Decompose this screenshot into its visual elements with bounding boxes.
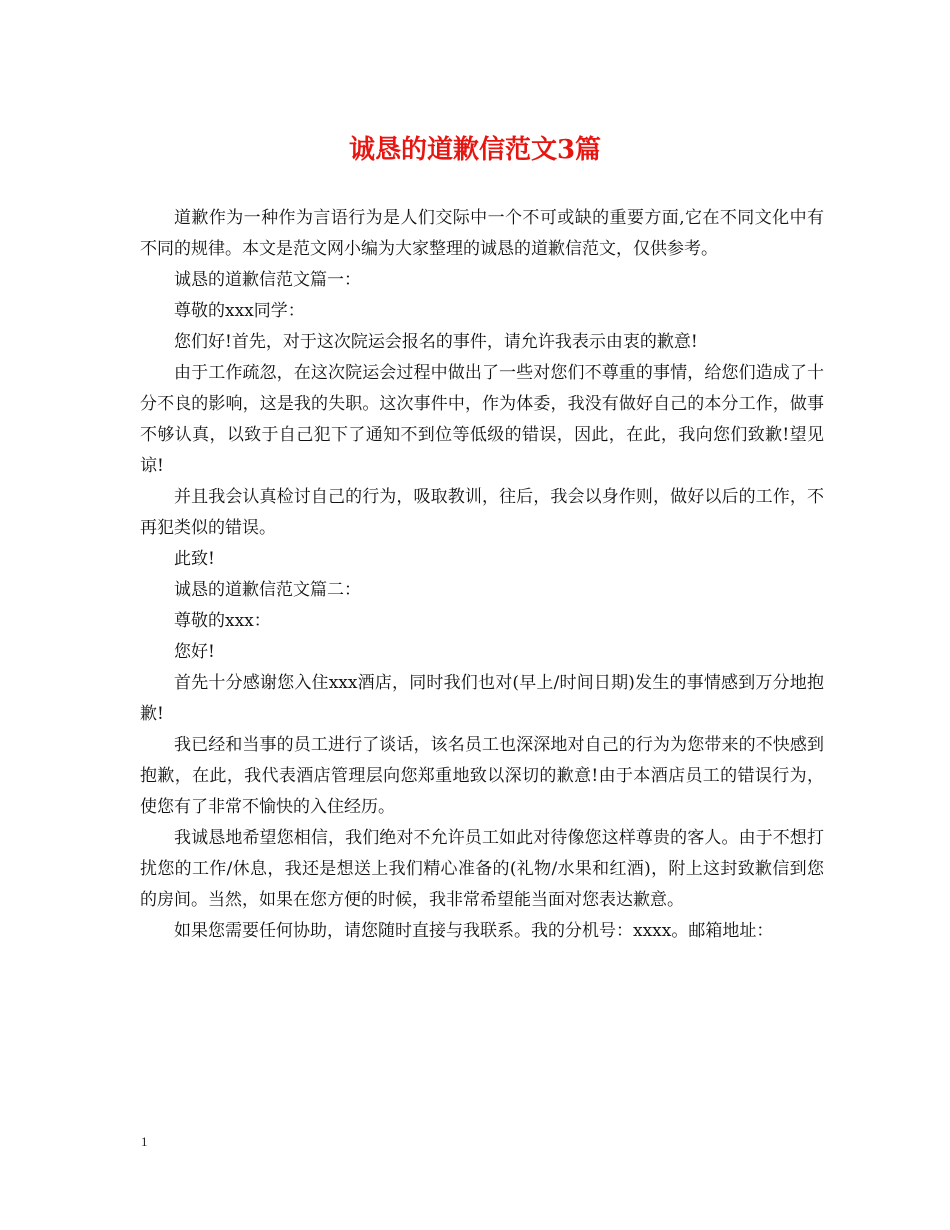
body-paragraph: 由于工作疏忽，在这次院运会过程中做出了一些对您们不尊重的事情，给您们造成了十分不良的影响，这是我的失职。这次事件中，作为体委，我没有做好自己的本分工作，做事不够认真，以致于自己犯下了通知不到位等低级的错误，因此，在此，我向您们致歉!望见谅! [140,363,824,476]
body-paragraph: 首先十分感谢您入住xxx酒店，同时我们也对(早上/时间日期)发生的事情感到万分地抱歉! [140,673,824,724]
section-heading-one: 诚恳的道歉信范文篇一： [174,270,361,290]
body-paragraph: 您们好!首先，对于这次院运会报名的事件，请允许我表示由衷的歉意! [174,332,698,352]
salutation: 尊敬的xxx同学： [174,301,305,321]
document-title: 诚恳的道歉信范文3篇 [348,135,602,165]
section-heading-two: 诚恳的道歉信范文篇二： [174,580,361,600]
salutation: 尊敬的xxx： [174,611,271,631]
page-number: 1 [141,1134,148,1149]
body-paragraph: 我已经和当事的员工进行了谈话，该名员工也深深地对自己的行为为您带来的不快感到抱歉，在此，我代表酒店管理层向您郑重地致以深切的歉意!由于本酒店员工的错误行为，使您有了非常不愉快的入住经历。 [140,735,824,817]
body-paragraph: 如果您需要任何协助，请您随时直接与我联系。我的分机号：xxxx。邮箱地址： [174,921,774,941]
closing: 此致! [174,549,215,569]
greeting: 您好! [174,642,215,662]
intro-paragraph: 道歉作为一种作为言语行为是人们交际中一个不可或缺的重要方面,它在不同文化中有不同的规律。本文是范文网小编为大家整理的诚恳的道歉信范文，仅供参考。 [140,208,824,259]
body-paragraph: 并且我会认真检讨自己的行为，吸取教训，往后，我会以身作则，做好以后的工作，不再犯类似的错误。 [140,487,824,538]
body-paragraph: 我诚恳地希望您相信，我们绝对不允许员工如此对待像您这样尊贵的客人。由于不想打扰您的工作/休息，我还是想送上我们精心准备的(礼物/水果和红酒)，附上这封致歉信到您的房间。当然，如果在您方便的时候，我非常希望能当面对您表达歉意。 [140,828,824,910]
document-body [140,203,824,947]
